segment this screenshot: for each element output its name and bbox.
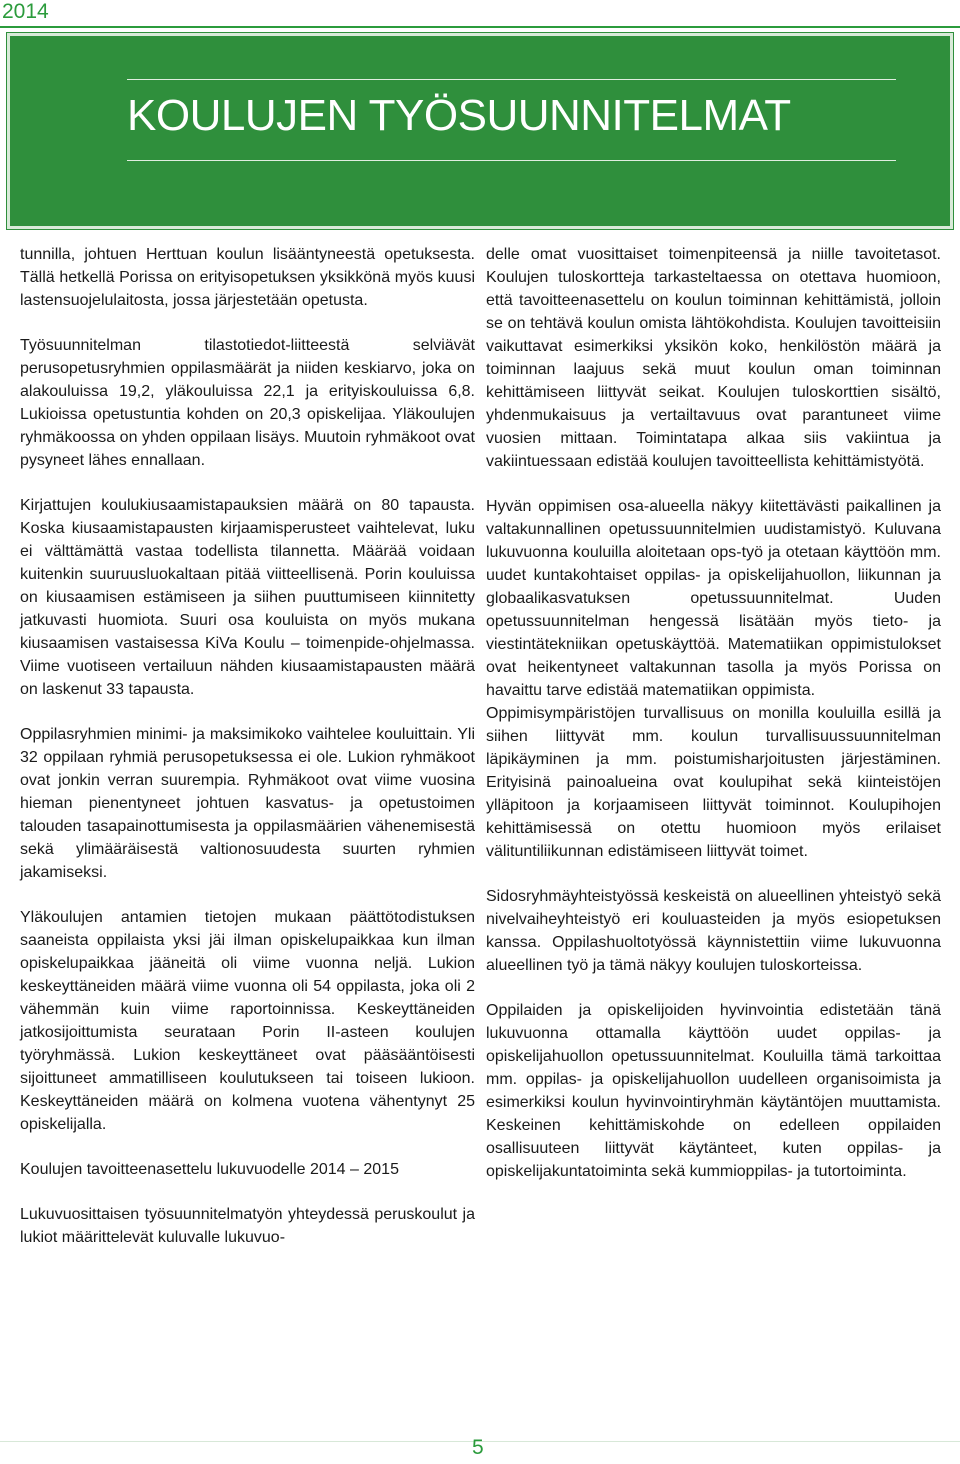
paragraph: Sidosryhmäyhteistyössä keskeistä on alueellinen yhteistyö sekä nivelvaiheyhteistyö eri kouluasteiden ja myös esiopetuksen kanssa. Oppilashuoltotyössä käynnistettiin viime lukuvuonna alueellinen työ ja tämä näkyy koulujen tuloskorteissa.: [486, 888, 941, 974]
paragraph: Oppilaiden ja opiskelijoiden hyvinvointia edistetään tänä lukuvuonna ottamalla käyttöön uudet oppilas- ja opiskelijahuollon opetussuunnitelmat. Kouluilla tämä tarkoittaa mm. oppilas- ja opiskelijahuollon uudelleen organisoimista ja esimerkiksi koulun hyvinvointiryhmän käytäntöjen muuttamista. Keskeinen kehittämiskohde on edelleen oppilaiden osallisuuteen liittyvät käytänteet, kuten oppilas- ja opiskelijakuntatoiminta sekä kummioppilas- ja tutortoiminta.: [486, 1002, 941, 1180]
paragraph: Työsuunnitelman tilastotiedot-liitteestä selviävät perusopetusryhmien oppilasmäärät ja niiden keskiarvo, joka on alakouluissa 19,2, yläkouluissa 22,1 ja erityiskouluissa 6,8. Lukioissa opetustuntia kohden on 20,3 opiskelijaa. Yläkoulujen ryhmäkoossa on yhden oppilaan lisäys. Muutoin ryhmäkoot ovat pysyneet lähes ennallaan.: [20, 337, 475, 469]
section-heading: Koulujen tavoitteenasettelu lukuvuodelle 2014 – 2015: [20, 1161, 399, 1178]
header-year: 2014: [2, 0, 49, 23]
banner-rule-bottom: [127, 160, 896, 161]
paragraph: Oppimisympäristöjen turvallisuus on monilla kouluilla esillä ja siihen liittyvät mm. koulun turvallisuussuunnitelman läpikäyminen ja mm. poistumisharjoitusten järjestäminen. Erityisinä painoalueina ovat koulupihat sekä kiinteistöjen ylläpitoon ja korjaamiseen liittyvät toiminnot. Koulupihojen kehittämisessä on otettu huomioon myös erilaiset välituntiliikunnan edistämiseen liittyvät toimet.: [486, 705, 941, 860]
paragraph: tunnilla, johtuen Herttuan koulun lisääntyneestä opetuksesta. Tällä hetkellä Porissa on erityisopetuksen yksikkönä myös kuusi lastensuojelulaitosta, jossa järjestetään opetusta.: [20, 246, 475, 309]
title-banner: [7, 33, 953, 229]
paragraph: Lukuvuosittaisen työsuunnitelmatyön yhteydessä peruskoulut ja lukiot määrittelevät kuluvalle lukuvuo-: [20, 1206, 475, 1246]
paragraph: Oppilasryhmien minimi- ja maksimikoko vaihtelee kouluittain. Yli 32 oppilaan ryhmiä perusopetuksessa ei ole. Lukion ryhmäkoot ovat jonkin verran suurempia. Ryhmäkoot ovat viime vuosina hieman pienentyneet johtuen kasvatus- ja opetustoimen talouden tasapainottumisesta ja oppilasmäärien vähenemisestä sekä ylimääräisestä valtionosuudesta suurten ryhmien jakamiseksi.: [20, 726, 475, 881]
paragraph: Hyvän oppimisen osa-alueella näkyy kiitettävästi paikallinen ja valtakunnallinen opetussuunnitelmien uudistamistyö. Kuluvana lukuvuonna kouluilla aloitetaan ops-työ ja otetaan käyttöön mm. uudet kuntakohtaiset oppilas- ja opiskelijahuollon, liikunnan ja globaalikasvatuksen opetussuunnitelmat. Uuden opetussuunnitelman hengessä lisätään myös tieto- ja viestintätekniikan opetuskäyttöä. Matematiikan oppimistulokset ovat heikentyneet valtakunnan tasolla ja myös Porissa on havaittu tarve edistää matematiikan oppimista.: [486, 498, 941, 699]
page-number: 5: [472, 1436, 484, 1459]
page-title: KOULUJEN TYÖSUUNNITELMAT: [127, 91, 791, 140]
banner-rule-top: [127, 79, 896, 80]
right-column: [486, 243, 941, 1183]
paragraph: Yläkoulujen antamien tietojen mukaan päättötodistuksen saaneista oppilaista yksi jäi ilman opiskelupaikkaa kun ilman opiskelupaikkaa jääneitä oli viime vuonna neljä. Lukion keskeyttäneiden määrä viime vuonna oli 54 oppilasta, joka oli 2 vähemmän kuin viime raportoinnissa. Keskeyttäneiden jatkosijoittumista seurataan Porin II-asteen koulujen työryhmässä. Lukion keskeyttäneet ovat pääsääntöisesti sijoittuneet ammatilliseen koulutukseen tai toiseen lukioon. Keskeyttäneiden määrä on kolmena vuotena vähentynyt 25 opiskelijalla.: [20, 909, 475, 1133]
header-rule: [0, 26, 960, 28]
paragraph: Kirjattujen koulukiusaamistapauksien määrä on 80 tapausta. Koska kiusaamistapausten kirjaamisperusteet vaihtelevat, luku ei välttämättä vastaa todellista tilannetta. Määrää voidaan kuitenkin suuruusluokaltaan pitää viitteellisenä. Porin kouluissa on kiusaamisen estämiseen ja siihen puuttumiseen kiinnitetty jatkuvasti huomiota. Suuri osa kouluista on myös mukana kiusaamisen vastaisessa KiVa Koulu – toimenpide-ohjelmassa. Viime vuotiseen vertailuun nähden kiusaamistapausten määrä on laskenut 33 tapausta.: [20, 497, 475, 698]
left-column: [20, 243, 475, 1249]
paragraph: delle omat vuosittaiset toimenpiteensä ja niille tavoitetasot. Koulujen tuloskortteja tarkasteltaessa on otettava huomioon, että tavoitteenasettelu on koulun toiminnan kehittämistä, jolloin se on tehtävä koulun omista lähtökohdista. Koulujen tavoitteisiin vaikuttavat esimerkiksi yksikön koko, henkilöstön määrä ja toiminnan laajuus sekä muut koulun oman toiminnan kehittämiseen liittyvät seikat. Koulujen tuloskorttien sisältö, yhdenmukaisuus ja vertailtavuus ovat parantuneet viime vuosien mittaan. Toimintatapa alkaa siis vakiintua ja vakiintuessaan edistää koulujen tavoitteellista kehittämistyötä.: [486, 246, 941, 470]
